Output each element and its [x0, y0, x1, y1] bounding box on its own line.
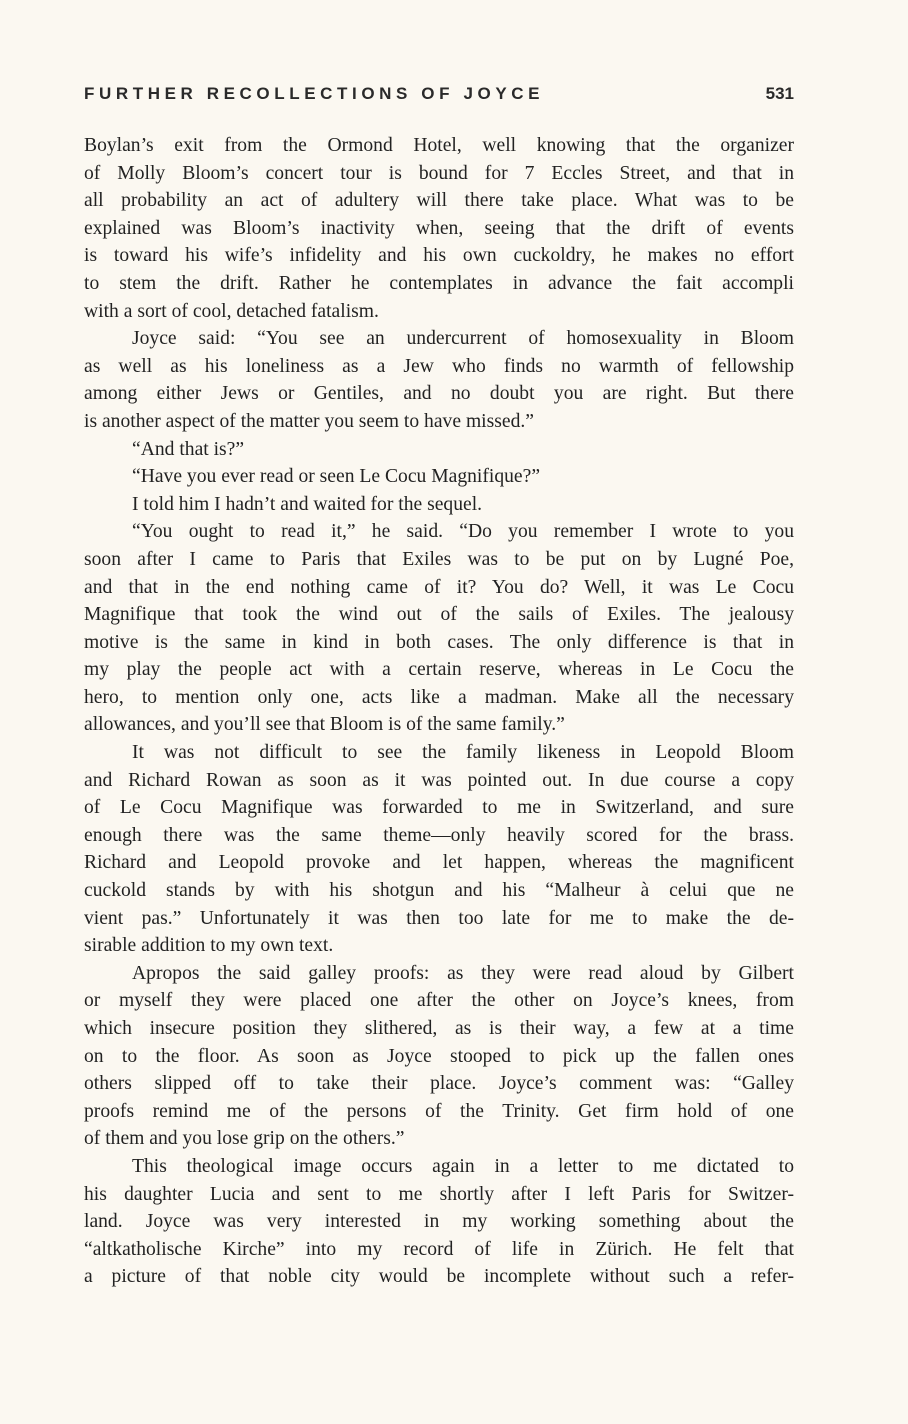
- text-line: of them and you lose grip on the others.”: [84, 1128, 405, 1150]
- text-line: Apropos the said galley proofs: as they were read aloud by Gilbert: [132, 962, 794, 984]
- text-line: cuckold stands by with his shotgun and his “Malheur à celui que ne: [84, 880, 794, 902]
- text-line: is another aspect of the matter you seem to have missed.”: [84, 410, 534, 432]
- text-line: on to the floor. As soon as Joyce stooped to pick up the fallen ones: [84, 1045, 794, 1067]
- text-line: to stem the drift. Rather he contemplates in advance the fait accompli: [84, 272, 794, 294]
- text-line: “altkatholische Kirche” into my record of life in Zürich. He felt that: [84, 1238, 794, 1260]
- text-line: enough there was the same theme—only heavily scored for the brass.: [84, 824, 794, 846]
- text-line: I told him I hadn’t and waited for the sequel.: [132, 493, 483, 515]
- text-line: or myself they were placed one after the other on Joyce’s knees, from: [84, 990, 794, 1012]
- text-line: among either Jews or Gentiles, and no doubt you are right. But there: [84, 383, 794, 405]
- text-line: land. Joyce was very interested in my working something about the: [84, 1211, 794, 1233]
- text-line: Magnifique that took the wind out of the sails of Exiles. The jealousy: [84, 604, 794, 626]
- running-title: FURTHER RECOLLECTIONS OF JOYCE: [84, 84, 545, 103]
- text-line: sirable addition to my own text.: [84, 935, 334, 957]
- text-line: hero, to mention only one, acts like a madman. Make all the necessary: [84, 686, 794, 708]
- text-line: Boylan’s exit from the Ormond Hotel, well knowing that the organizer: [84, 135, 794, 156]
- text-line: as well as his loneliness as a Jew who finds no warmth of fellowship: [84, 355, 794, 377]
- text-line: Joyce said: “You see an undercurrent of homosexuality in Bloom: [132, 328, 794, 350]
- text-line: proofs remind me of the persons of the Trinity. Get firm hold of one: [84, 1100, 794, 1122]
- text-line: “You ought to read it,” he said. “Do you remember I wrote to you: [132, 521, 794, 543]
- body-text: [84, 132, 794, 1291]
- text-line: is toward his wife’s infidelity and his own cuckoldry, he makes no effort: [84, 245, 794, 267]
- text-line: It was not difficult to see the family likeness in Leopold Bloom: [132, 742, 794, 764]
- text-line: This theological image occurs again in a letter to me dictated to: [132, 1155, 794, 1177]
- text-line: all probability an act of adultery will there take place. What was to be: [84, 190, 794, 212]
- text-line: my play the people act with a certain reserve, whereas in Le Cocu the: [84, 659, 794, 681]
- text-line: and Richard Rowan as soon as it was pointed out. In due course a copy: [84, 769, 794, 791]
- text-line: Richard and Leopold provoke and let happen, whereas the magnificent: [84, 852, 794, 874]
- text-line: his daughter Lucia and sent to me shortly after I left Paris for Switzer-: [84, 1183, 794, 1205]
- text-line: with a sort of cool, detached fatalism.: [84, 300, 379, 322]
- text-line: soon after I came to Paris that Exiles was to be put on by Lugné Poe,: [84, 548, 794, 570]
- text-line: allowances, and you’ll see that Bloom is of the same family.”: [84, 714, 565, 736]
- text-line: and that in the end nothing came of it? You do? Well, it was Le Cocu: [84, 576, 794, 598]
- text-line: “Have you ever read or seen Le Cocu Magnifique?”: [132, 466, 541, 488]
- text-line: vient pas.” Unfortunately it was then too late for me to make the de-: [84, 907, 794, 929]
- page-number: 531: [765, 84, 794, 103]
- text-line: motive is the same in kind in both cases. The only difference is that in: [84, 631, 794, 653]
- text-line: explained was Bloom’s inactivity when, seeing that the drift of events: [84, 217, 794, 239]
- text-line: which insecure position they slithered, as is their way, a few at a time: [84, 1018, 794, 1039]
- text-line: others slipped off to take their place. Joyce’s comment was: “Galley: [84, 1073, 794, 1095]
- text-line: a picture of that noble city would be incomplete without such a refer-: [84, 1266, 794, 1288]
- text-line: “And that is?”: [132, 438, 245, 460]
- text-line: of Le Cocu Magnifique was forwarded to me in Switzerland, and sure: [84, 797, 794, 819]
- running-head: [84, 84, 794, 110]
- text-line: of Molly Bloom’s concert tour is bound for 7 Eccles Street, and that in: [84, 162, 794, 184]
